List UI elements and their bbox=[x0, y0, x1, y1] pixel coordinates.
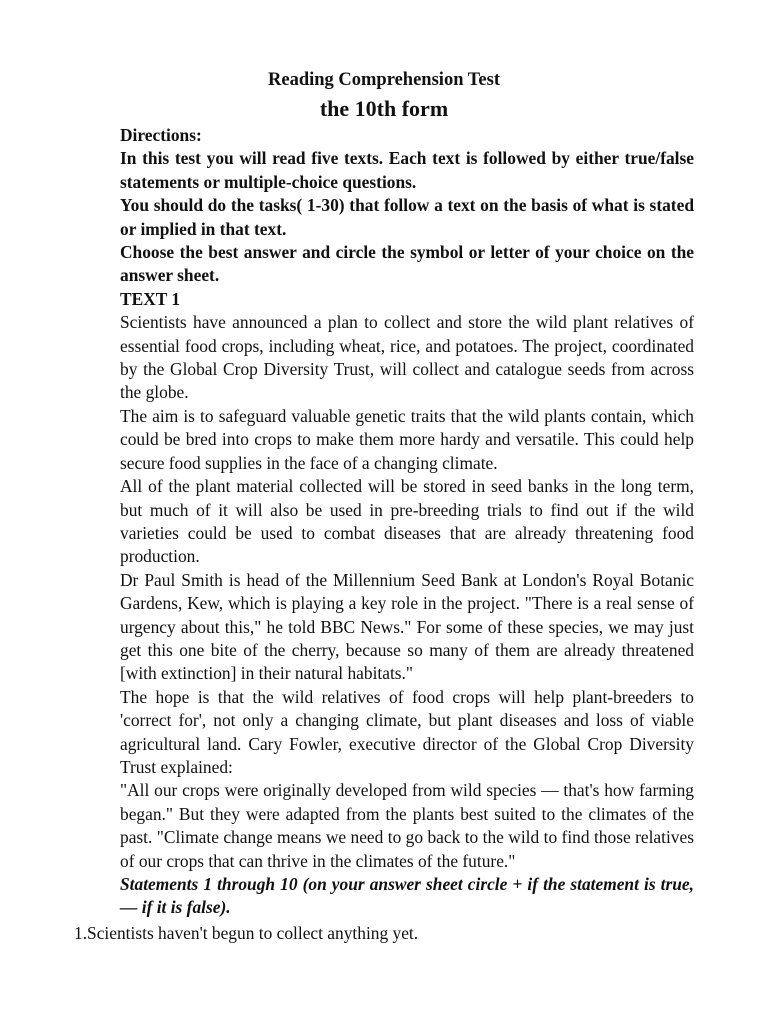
text-paragraph: All of the plant material collected will be stored in seed banks in the long term, but much of it will also be used in pre-breeding trials to find out if the wild varieties could be used to combat diseases that are already threatening food production. bbox=[120, 476, 694, 567]
question-1: 1.Scientists haven't begun to collect anything yet. bbox=[74, 923, 419, 943]
direction-paragraph: In this test you will read five texts. Each text is followed by either true/false statements or multiple-choice questions. bbox=[120, 148, 694, 192]
test-title: Reading Comprehension Test bbox=[268, 70, 500, 90]
text-paragraph: "All our crops were originally developed from wild species — that's how farming began." But they were adapted from the plants best suited to the climates of the past. "Climate change means we need to go back to the wild to find those relatives of our crops that can thrive in the climates of the future." bbox=[120, 780, 694, 871]
text-heading: TEXT 1 bbox=[120, 288, 181, 309]
text-paragraph: The hope is that the wild relatives of food crops will help plant-breeders to 'correct for', not only a changing climate, but plant diseases and loss of viable agricultural land. Cary Fowler, executive director of the Global Crop Diversity Trust explained: bbox=[120, 686, 694, 777]
text-paragraph: Scientists have announced a plan to collect and store the wild plant relatives of essential food crops, including wheat, rice, and potatoes. The project, coordinated by the Global Crop Diversity Trust, will collect and catalogue seeds from across the globe. bbox=[120, 312, 694, 403]
statements-instruction: Statements 1 through 10 (on your answer sheet circle + if the statement is true, — if it is false). bbox=[120, 874, 694, 918]
direction-paragraph: You should do the tasks( 1-30) that follow a text on the basis of what is stated or implied in that text. bbox=[120, 195, 694, 239]
direction-paragraph: Choose the best answer and circle the symbol or letter of your choice on the answer sheet. bbox=[120, 242, 694, 286]
test-subtitle: the 10th form bbox=[319, 96, 449, 121]
document-body bbox=[120, 124, 694, 920]
text-paragraph: Dr Paul Smith is head of the Millennium Seed Bank at London's Royal Botanic Gardens, Kew, which is playing a key role in the project. "There is a real sense of urgency about this," he told BBC News." For some of these species, we may just get this one bite of the cherry, because so many of them are already threatened [with extinction] in their natural habitats." bbox=[120, 569, 694, 684]
text-paragraph: The aim is to safeguard valuable genetic traits that the wild plants contain, which could be bred into crops to make them more hardy and versatile. This could help secure food supplies in the face of a changing climate. bbox=[120, 405, 694, 473]
directions-heading: Directions: bbox=[120, 125, 202, 145]
